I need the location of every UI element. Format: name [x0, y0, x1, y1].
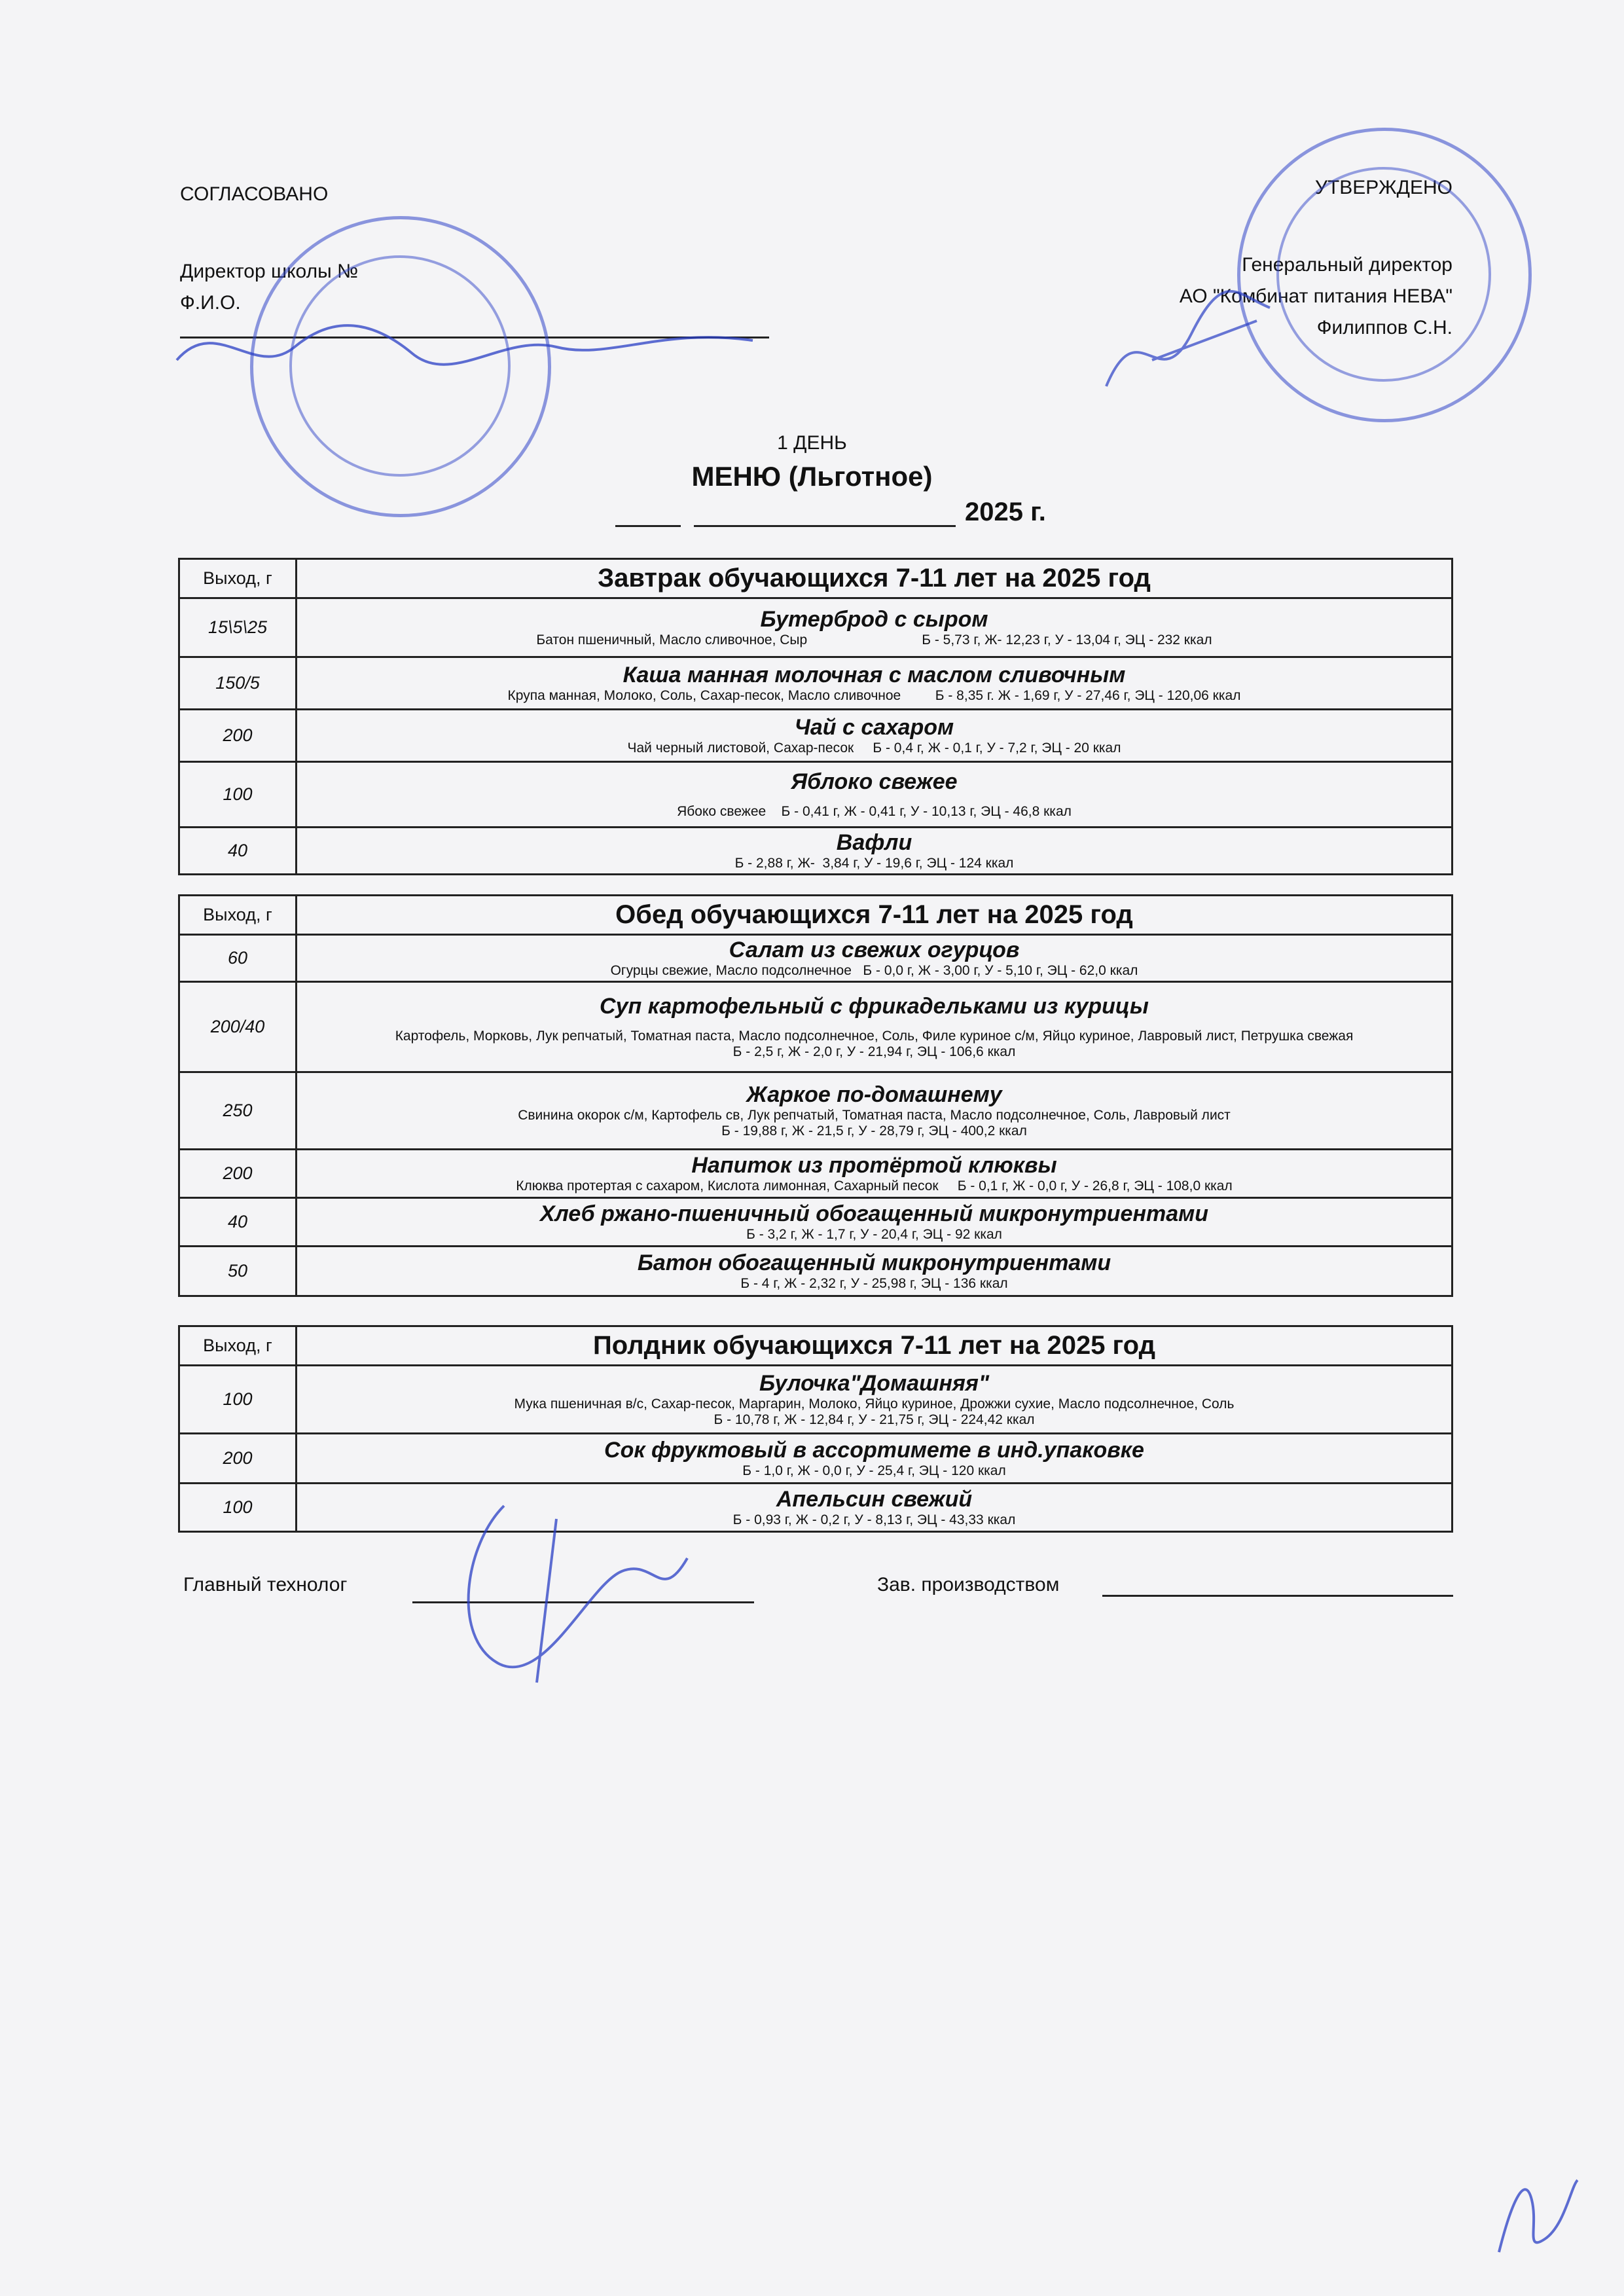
dish-details: Б - 4 г, Ж - 2,32 г, У - 25,98 г, ЭЦ - 136 ккал [740, 1275, 1008, 1291]
snack-title: Полдник обучающихся 7-11 лет на 2025 год [297, 1326, 1453, 1366]
organization-name: АО "Комбинат питания НЕВА" [1179, 285, 1453, 307]
page-title: МЕНЮ (Льготное) [691, 461, 933, 492]
lunch-table [178, 894, 1453, 1297]
dish-details: Батон пшеничный, Масло сливочное, Сыр Б - 5,73 г, Ж- 12,23 г, У - 13,04 г, ЭЦ - 232 ккал [536, 632, 1212, 647]
dish-cell [297, 1434, 1453, 1484]
approval-left-block [180, 183, 769, 338]
table-row [179, 828, 1453, 875]
portion-column-header: Выход, г [179, 559, 297, 598]
approval-right-block [1180, 177, 1453, 339]
table-row [179, 1434, 1453, 1484]
table-row [179, 1366, 1453, 1434]
date-year: 2025 г. [965, 498, 1046, 526]
page-initials [1486, 2160, 1584, 2265]
portion-column-header: Выход, г [179, 896, 297, 935]
fio-label: Ф.И.О. [180, 292, 241, 314]
day-label: 1 ДЕНЬ [777, 432, 847, 454]
director-position: Генеральный директор [1242, 254, 1453, 276]
table-row [179, 1072, 1453, 1150]
dish-cell [297, 762, 1453, 828]
table-row [179, 982, 1453, 1072]
table-row [179, 1150, 1453, 1198]
dish-cell [297, 1072, 1453, 1150]
director-name: Филиппов С.Н. [1316, 317, 1453, 338]
dish-nutrition: Б - 10,78 г, Ж - 12,84 г, У - 21,75 г, ЭЦ - 224,42 ккал [713, 1412, 1035, 1428]
date-line [615, 498, 1046, 527]
chief-technologist-label: Главный технолог [183, 1574, 348, 1595]
dish-cell [297, 828, 1453, 875]
dish-details: Свинина окорок с/м, Картофель св, Лук репчатый, Томатная паста, Масло подсолнечное, Соль, Лавровый лист [518, 1107, 1231, 1123]
dish-cell [297, 1247, 1453, 1296]
dish-details: Чай черный листовой, Сахар-песок Б - 0,4 г, Ж - 0,1 г, У - 7,2 г, ЭЦ - 20 ккал [627, 740, 1121, 756]
dish-name: Каша манная молочная с маслом сливочным [623, 662, 1126, 687]
dish-cell [297, 1366, 1453, 1434]
dish-nutrition: Б - 2,5 г, Ж - 2,0 г, У - 21,94 г, ЭЦ - 106,6 ккал [732, 1044, 1016, 1060]
dish-cell [297, 598, 1453, 657]
table-row [179, 1247, 1453, 1296]
dish-name: Салат из свежих огурцов [729, 937, 1020, 962]
dish-details: Б - 0,93 г, Ж - 0,2 г, У - 8,13 г, ЭЦ - 43,33 ккал [732, 1512, 1016, 1527]
table-header-row [179, 896, 1453, 935]
portion-cell: 50 [179, 1247, 297, 1296]
table-row [179, 657, 1453, 710]
dish-cell [297, 657, 1453, 710]
portion-cell: 60 [179, 935, 297, 982]
approval-right-heading: УТВЕРЖДЕНО [1314, 177, 1453, 198]
portion-cell: 200 [179, 1434, 297, 1484]
portion-cell: 150/5 [179, 657, 297, 710]
portion-cell: 200 [179, 710, 297, 762]
dish-name: Батон обогащенный микронутриентами [637, 1250, 1111, 1275]
table-row [179, 710, 1453, 762]
portion-cell: 100 [179, 762, 297, 828]
dish-nutrition: Б - 19,88 г, Ж - 21,5 г, У - 28,79 г, ЭЦ - 400,2 ккал [721, 1123, 1027, 1139]
director-signature-line [180, 337, 769, 338]
dish-cell [297, 1484, 1453, 1532]
breakfast-title: Завтрак обучающихся 7-11 лет на 2025 год [297, 559, 1453, 598]
portion-cell: 200/40 [179, 982, 297, 1072]
head-production-signature-line [1102, 1595, 1453, 1597]
dish-name: Бутерброд с сыром [760, 606, 988, 632]
dish-cell [297, 1150, 1453, 1198]
table-row [179, 598, 1453, 657]
dish-details: Огурцы свежие, Масло подсолнечное Б - 0,0 г, Ж - 3,00 г, У - 5,10 г, ЭЦ - 62,0 ккал [610, 962, 1138, 978]
dish-cell [297, 935, 1453, 982]
head-production-label: Зав. производством [877, 1574, 1060, 1595]
dish-details: Клюква протертая с сахаром, Кислота лимонная, Сахарный песок Б - 0,1 г, Ж - 0,0 г, У - 26,8 г, ЭЦ - 108,0 ккал [516, 1178, 1233, 1194]
dish-name: Булочка"Домашняя" [759, 1370, 990, 1396]
date-month-blank [694, 501, 956, 527]
dish-name: Жаркое по-домашнему [746, 1082, 1002, 1107]
breakfast-table [178, 558, 1453, 875]
dish-details: Б - 1,0 г, Ж - 0,0 г, У - 25,4 г, ЭЦ - 120 ккал [742, 1463, 1006, 1478]
dish-name: Сок фруктовый в ассортимете в инд.упаковке [604, 1437, 1144, 1463]
snack-table [178, 1325, 1453, 1533]
dish-cell [297, 1198, 1453, 1247]
chief-technologist-signature-line [412, 1601, 754, 1603]
dish-details: Крупа манная, Молоко, Соль, Сахар-песок, Масло сливочное Б - 8,35 г. Ж - 1,69 г, У - 27,46 г, ЭЦ - 120,06 ккал [507, 687, 1241, 703]
portion-cell: 40 [179, 1198, 297, 1247]
dish-cell [297, 710, 1453, 762]
lunch-title: Обед обучающихся 7-11 лет на 2025 год [297, 896, 1453, 935]
portion-cell: 100 [179, 1366, 297, 1434]
dish-name: Яблоко свежее [791, 769, 958, 794]
dish-details: Б - 2,88 г, Ж- 3,84 г, У - 19,6 г, ЭЦ - 124 ккал [734, 855, 1014, 871]
table-row [179, 762, 1453, 828]
dish-name: Апельсин свежий [776, 1486, 973, 1512]
portion-cell: 15\5\25 [179, 598, 297, 657]
portion-column-header: Выход, г [179, 1326, 297, 1366]
dish-name: Напиток из протёртой клюквы [691, 1152, 1057, 1178]
date-day-blank [615, 501, 681, 527]
table-row [179, 1484, 1453, 1532]
dish-details: Б - 3,2 г, Ж - 1,7 г, У - 20,4 г, ЭЦ - 92 ккал [746, 1226, 1002, 1242]
dish-name: Хлеб ржано-пшеничный обогащенный микронутриентами [539, 1201, 1209, 1226]
dish-details: Ябоко свежее Б - 0,41 г, Ж - 0,41 г, У - 10,13 г, ЭЦ - 46,8 ккал [677, 803, 1072, 819]
dish-name: Чай с сахаром [794, 714, 954, 740]
director-label: Директор школы № [180, 261, 359, 282]
dish-details: Мука пшеничная в/с, Сахар-песок, Маргарин, Молоко, Яйцо куриное, Дрожжи сухие, Масло подсолнечное, Соль [514, 1396, 1235, 1412]
portion-cell: 100 [179, 1484, 297, 1532]
table-header-row [179, 559, 1453, 598]
dish-details: Картофель, Морковь, Лук репчатый, Томатная паста, Масло подсолнечное, Соль, Филе куриное с/м, Яйцо куриное, Лавровый лист, Петрушка свежая [395, 1028, 1354, 1044]
portion-cell: 200 [179, 1150, 297, 1198]
table-header-row [179, 1326, 1453, 1366]
table-row [179, 935, 1453, 982]
portion-cell: 40 [179, 828, 297, 875]
table-row [179, 1198, 1453, 1247]
dish-name: Вафли [836, 829, 912, 855]
dish-cell [297, 982, 1453, 1072]
dish-name: Суп картофельный с фрикадельками из курицы [600, 993, 1149, 1019]
approval-left-heading: СОГЛАСОВАНО [180, 183, 329, 205]
portion-cell: 250 [179, 1072, 297, 1150]
